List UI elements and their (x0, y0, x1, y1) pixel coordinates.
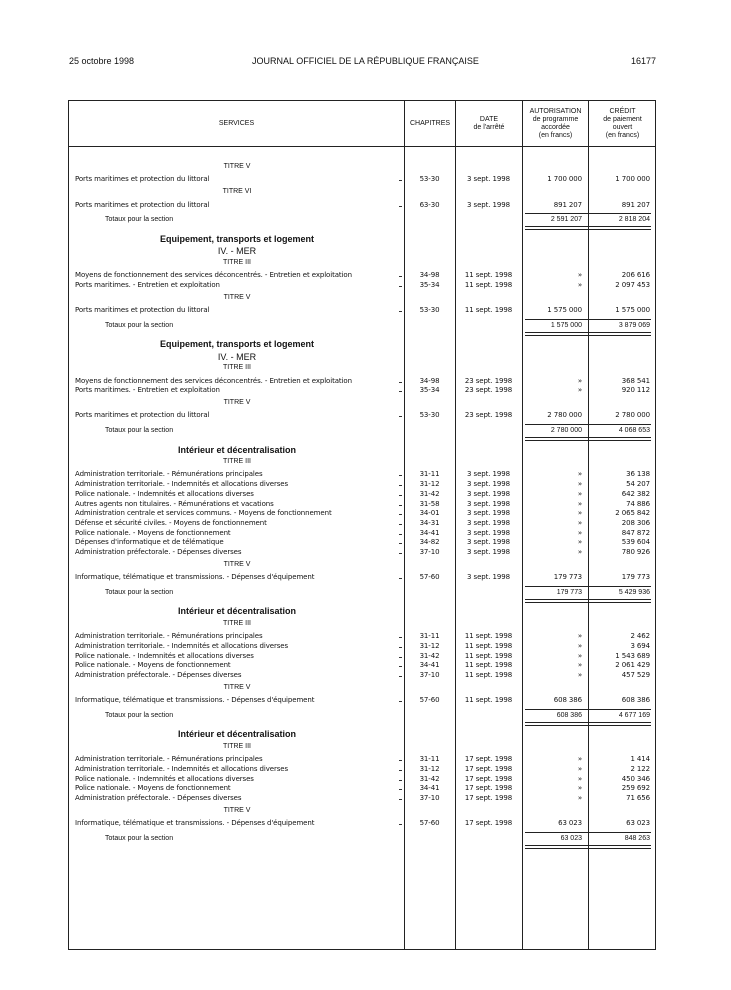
total-autorisation: 179 773 (556, 588, 582, 596)
service-label: Administration centrale et services communs. - Moyens de fonctionnement (75, 509, 332, 518)
service-label: Police nationale. - Indemnités et allocations diverses (75, 774, 254, 783)
leader-dots (399, 780, 401, 781)
total-autorisation: 2 780 000 (550, 427, 582, 434)
total-row (69, 833, 655, 845)
table-row (69, 376, 655, 386)
leader-dots (399, 475, 401, 476)
leader-dots (399, 514, 401, 515)
credit-cell: 457 529 (621, 671, 650, 679)
autorisation-cell: 179 773 (553, 573, 582, 582)
page-date: 25 octobre 1998 (69, 56, 135, 66)
table-row (69, 793, 655, 803)
chapitre-cell: 31-12 (419, 480, 440, 489)
leader-dots (399, 666, 401, 667)
service-label: Administration territoriale. - Rémunérations principales (75, 470, 263, 479)
section-heading: IV. - MER (217, 351, 257, 362)
total-double-rule (525, 722, 651, 726)
leader-dots (399, 311, 401, 312)
total-row (69, 710, 655, 722)
date-cell: 11 sept. 1998 (464, 661, 513, 670)
credit-cell: 847 872 (621, 528, 650, 537)
leader-dots (399, 495, 401, 496)
table-row (69, 695, 655, 705)
titre-heading: TITRE VI (222, 188, 252, 196)
date-cell: 23 sept. 1998 (464, 386, 513, 395)
table-row (69, 174, 655, 184)
total-credit: 5 429 936 (618, 588, 650, 596)
leader-dots (399, 524, 401, 525)
date-cell: 3 sept. 1998 (467, 499, 510, 508)
autorisation-cell: 608 386 (553, 696, 582, 705)
leader-dots (399, 286, 401, 287)
leader-dots (399, 770, 401, 771)
autorisation-cell: » (577, 470, 582, 479)
date-cell: 3 sept. 1998 (467, 509, 510, 518)
service-label: Police nationale. - Indemnités et allocations diverses (75, 651, 254, 660)
chapitre-cell: 34-82 (419, 538, 440, 547)
autorisation-cell: » (577, 764, 582, 773)
autorisation-cell: » (577, 499, 582, 508)
titre-heading: TITRE V (223, 398, 251, 406)
service-label: Autres agents non titulaires. - Rémunérations et vacations (75, 499, 274, 508)
titre-heading: TITRE V (223, 560, 251, 568)
col-header-autorisation: AUTORISATION de programme accordée (en francs) (529, 107, 582, 139)
autorisation-cell: 63 023 (558, 819, 582, 828)
chapitre-cell: 57-60 (419, 819, 440, 828)
ministry-heading: Equipement, transports et logement (159, 233, 315, 244)
credit-cell: 2 065 842 (615, 509, 650, 518)
chapitre-cell: 34-01 (419, 509, 440, 518)
table-row (69, 385, 655, 395)
titre-heading: TITRE III (223, 364, 251, 372)
section-heading: IV. - MER (217, 246, 257, 257)
leader-dots (399, 676, 401, 677)
service-label: Informatique, télématique et transmissions. - Dépenses d'équipement (75, 819, 315, 828)
autorisation-cell: » (577, 651, 582, 660)
credit-cell: 780 926 (621, 548, 650, 556)
leader-dots (399, 382, 401, 383)
credit-cell: 36 138 (626, 470, 650, 479)
table-row (69, 754, 655, 764)
date-cell: 11 sept. 1998 (464, 696, 513, 705)
date-cell: 17 sept. 1998 (464, 764, 513, 773)
leader-dots (399, 416, 401, 417)
date-cell: 11 sept. 1998 (464, 305, 513, 314)
autorisation-cell: » (577, 376, 582, 385)
credit-cell: 368 541 (621, 376, 650, 385)
date-cell: 3 sept. 1998 (467, 489, 510, 498)
table-row (69, 479, 655, 489)
chapitre-cell: 34-98 (419, 376, 440, 385)
chapitre-cell: 34-98 (419, 271, 440, 280)
credit-cell: 2 780 000 (615, 411, 650, 420)
credits-table (68, 100, 656, 950)
autorisation-cell: » (577, 661, 582, 670)
leader-dots (399, 485, 401, 486)
credit-cell: 2 462 (630, 632, 650, 641)
date-cell: 3 sept. 1998 (467, 200, 510, 209)
table-row (69, 670, 655, 680)
chapitre-cell: 53-30 (419, 305, 440, 314)
table-row (69, 631, 655, 641)
col-header-credit: CRÉDIT de paiement ouvert (en francs) (603, 107, 642, 139)
date-cell: 3 sept. 1998 (467, 175, 510, 184)
table-row (69, 783, 655, 793)
date-cell: 3 sept. 1998 (467, 528, 510, 537)
chapitre-cell: 37-10 (419, 794, 440, 802)
leader-dots (399, 760, 401, 761)
service-label: Défense et sécurité civiles. - Moyens de fonctionnement (75, 518, 267, 527)
ministry-heading: Intérieur et décentralisation (177, 444, 297, 455)
autorisation-cell: » (577, 518, 582, 527)
total-credit: 4 068 653 (618, 427, 650, 434)
col-header-chapitres: CHAPITRES (409, 119, 451, 127)
date-cell: 11 sept. 1998 (464, 671, 513, 679)
date-cell: 11 sept. 1998 (464, 632, 513, 641)
date-cell: 3 sept. 1998 (467, 518, 510, 527)
table-row (69, 410, 655, 420)
total-row (69, 214, 655, 226)
service-label: Informatique, télématique et transmissions. - Dépenses d'équipement (75, 696, 315, 705)
credit-cell: 920 112 (621, 386, 650, 395)
leader-dots (399, 553, 401, 554)
service-label: Moyens de fonctionnement des services déconcentrés. - Entretien et exploitation (75, 271, 352, 280)
autorisation-cell: » (577, 671, 582, 679)
chapitre-cell: 37-10 (419, 548, 440, 556)
leader-dots (399, 799, 401, 800)
credit-cell: 71 656 (626, 794, 650, 802)
chapitre-cell: 31-11 (419, 632, 440, 641)
service-label: Ports maritimes et protection du littoral (75, 305, 210, 314)
service-label: Ports maritimes et protection du littoral (75, 200, 210, 209)
autorisation-cell: » (577, 489, 582, 498)
table-row (69, 200, 655, 210)
chapitre-cell: 31-42 (419, 651, 440, 660)
chapitre-cell: 31-12 (419, 641, 440, 650)
credit-cell: 74 886 (626, 499, 650, 508)
total-label: Totaux pour la section (105, 711, 174, 719)
leader-dots (399, 789, 401, 790)
autorisation-cell: 1 700 000 (547, 175, 582, 184)
autorisation-cell: » (577, 632, 582, 641)
total-autorisation: 608 386 (556, 711, 582, 719)
table-row (69, 547, 655, 557)
total-double-rule (525, 599, 651, 603)
autorisation-cell: 2 780 000 (547, 411, 582, 420)
table-row (69, 651, 655, 661)
chapitre-cell: 57-60 (419, 696, 440, 705)
chapitre-cell: 57-60 (419, 573, 440, 582)
autorisation-cell: » (577, 641, 582, 650)
total-rule (525, 709, 651, 710)
chapitre-cell: 31-58 (419, 499, 440, 508)
total-credit: 848 263 (624, 834, 650, 842)
credit-cell: 208 306 (621, 518, 650, 527)
leader-dots (399, 701, 401, 702)
autorisation-cell: » (577, 538, 582, 547)
titre-heading: TITRE III (223, 458, 251, 465)
date-cell: 3 sept. 1998 (467, 548, 510, 556)
credit-cell: 2 122 (630, 764, 650, 773)
titre-heading: TITRE V (223, 293, 251, 301)
leader-dots (399, 276, 401, 277)
total-label: Totaux pour la section (105, 588, 174, 596)
service-label: Ports maritimes et protection du littoral (75, 175, 210, 184)
autorisation-cell: » (577, 528, 582, 537)
service-label: Informatique, télématique et transmissions. - Dépenses d'équipement (75, 573, 315, 582)
credit-cell: 2 061 429 (615, 661, 650, 670)
date-cell: 23 sept. 1998 (464, 376, 513, 385)
total-double-rule (525, 332, 651, 336)
total-rule (525, 832, 651, 833)
autorisation-cell: » (577, 794, 582, 802)
service-label: Administration territoriale. - Rémunérations principales (75, 755, 263, 764)
chapitre-cell: 34-41 (419, 661, 440, 670)
total-label: Totaux pour la section (105, 216, 174, 224)
leader-dots (399, 505, 401, 506)
chapitre-cell: 34-31 (419, 518, 440, 527)
leader-dots (399, 578, 401, 579)
total-rule (525, 213, 651, 214)
credit-cell: 1 543 689 (615, 651, 650, 660)
titre-heading: TITRE V (223, 683, 251, 691)
service-label: Administration territoriale. - Indemnités et allocations diverses (75, 764, 289, 773)
credit-cell: 259 692 (621, 784, 650, 793)
table-row (69, 572, 655, 582)
chapitre-cell: 35-34 (419, 386, 440, 395)
date-cell: 17 sept. 1998 (464, 774, 513, 783)
service-label: Administration préfectorale. - Dépenses diverses (75, 794, 242, 802)
ministry-heading: Intérieur et décentralisation (177, 606, 297, 617)
date-cell: 17 sept. 1998 (464, 755, 513, 764)
leader-dots (399, 206, 401, 207)
table-row (69, 774, 655, 784)
date-cell: 3 sept. 1998 (467, 573, 510, 582)
date-cell: 11 sept. 1998 (464, 280, 513, 289)
total-autorisation: 63 023 (560, 834, 582, 842)
credit-cell: 891 207 (621, 200, 650, 209)
chapitre-cell: 63-30 (419, 200, 440, 209)
table-row (69, 489, 655, 499)
autorisation-cell: » (577, 784, 582, 793)
page-number: 16177 (630, 56, 656, 66)
total-credit: 2 818 204 (618, 216, 650, 224)
titre-heading: TITRE III (223, 742, 251, 750)
chapitre-cell: 31-42 (419, 489, 440, 498)
total-rule (525, 319, 651, 320)
autorisation-cell: 891 207 (553, 200, 582, 209)
titre-heading: TITRE V (223, 163, 251, 170)
total-row (69, 587, 655, 599)
credit-cell: 1 575 000 (615, 305, 650, 314)
table-row (69, 537, 655, 547)
titre-heading: TITRE V (223, 806, 251, 814)
total-credit: 3 879 069 (618, 321, 650, 329)
service-label: Administration territoriale. - Rémunérations principales (75, 632, 263, 641)
table-row (69, 280, 655, 290)
service-label: Administration territoriale. - Indemnités et allocations diverses (75, 480, 289, 489)
service-label: Police nationale. - Moyens de fonctionnement (75, 784, 231, 793)
credit-cell: 3 694 (630, 641, 650, 650)
date-cell: 11 sept. 1998 (464, 651, 513, 660)
chapitre-cell: 35-34 (419, 280, 440, 289)
autorisation-cell: » (577, 755, 582, 764)
credit-cell: 206 616 (621, 271, 650, 280)
date-cell: 23 sept. 1998 (464, 411, 513, 420)
credit-cell: 63 023 (626, 819, 650, 828)
service-label: Police nationale. - Moyens de fonctionnement (75, 528, 231, 537)
service-label: Administration préfectorale. - Dépenses diverses (75, 671, 242, 679)
date-cell: 17 sept. 1998 (464, 794, 513, 802)
autorisation-cell: » (577, 271, 582, 280)
total-rule (525, 424, 651, 425)
autorisation-cell: » (577, 548, 582, 556)
chapitre-cell: 31-11 (419, 470, 440, 479)
credit-cell: 608 386 (621, 696, 650, 705)
service-label: Ports maritimes. - Entretien et exploitation (75, 386, 220, 395)
credit-cell: 539 604 (621, 538, 650, 547)
total-double-rule (525, 437, 651, 441)
col-header-date: DATE de l'arrêté (473, 115, 505, 131)
titre-heading: TITRE III (223, 258, 251, 266)
leader-dots (399, 637, 401, 638)
chapitre-cell: 53-30 (419, 175, 440, 184)
total-label: Totaux pour la section (105, 321, 174, 329)
date-cell: 3 sept. 1998 (467, 470, 510, 479)
total-credit: 4 677 169 (618, 711, 650, 719)
table-row (69, 469, 655, 479)
date-cell: 17 sept. 1998 (464, 819, 513, 828)
credit-cell: 2 097 453 (615, 280, 650, 289)
service-label: Ports maritimes. - Entretien et exploitation (75, 280, 220, 289)
leader-dots (399, 543, 401, 544)
credit-cell: 1 700 000 (615, 175, 650, 184)
service-label: Ports maritimes et protection du littoral (75, 411, 210, 420)
credit-cell: 450 346 (621, 774, 650, 783)
chapitre-cell: 34-41 (419, 784, 440, 793)
table-row (69, 270, 655, 280)
journal-title: JOURNAL OFFICIEL DE LA RÉPUBLIQUE FRANÇAISE (252, 56, 479, 66)
autorisation-cell: » (577, 480, 582, 489)
total-row (69, 425, 655, 437)
leader-dots (399, 824, 401, 825)
credit-cell: 179 773 (621, 573, 650, 582)
total-row (69, 320, 655, 332)
service-label: Moyens de fonctionnement des services déconcentrés. - Entretien et exploitation (75, 376, 352, 385)
date-cell: 11 sept. 1998 (464, 641, 513, 650)
ministry-heading: Intérieur et décentralisation (177, 729, 297, 740)
table-row (69, 305, 655, 315)
leader-dots (399, 180, 401, 181)
table-row (69, 660, 655, 670)
total-label: Totaux pour la section (105, 834, 174, 842)
total-double-rule (525, 226, 651, 230)
ministry-heading: Equipement, transports et logement (159, 339, 315, 350)
chapitre-cell: 37-10 (419, 671, 440, 679)
table-row (69, 528, 655, 538)
table-row (69, 818, 655, 828)
table-row (69, 518, 655, 528)
chapitre-cell: 31-42 (419, 774, 440, 783)
total-double-rule (525, 845, 651, 849)
credit-cell: 1 414 (630, 755, 650, 764)
table-row (69, 499, 655, 509)
date-cell: 3 sept. 1998 (467, 480, 510, 489)
total-label: Totaux pour la section (105, 427, 174, 434)
credit-cell: 54 207 (626, 480, 650, 489)
total-rule (525, 586, 651, 587)
chapitre-cell: 53-30 (419, 411, 440, 420)
date-cell: 17 sept. 1998 (464, 784, 513, 793)
chapitre-cell: 31-12 (419, 764, 440, 773)
total-autorisation: 2 591 207 (550, 216, 582, 224)
service-label: Police nationale. - Indemnités et allocations diverses (75, 489, 254, 498)
table-row (69, 764, 655, 774)
date-cell: 11 sept. 1998 (464, 271, 513, 280)
total-autorisation: 1 575 000 (550, 321, 582, 329)
autorisation-cell: » (577, 280, 582, 289)
table-row (69, 508, 655, 518)
titre-heading: TITRE III (223, 619, 251, 627)
table-row (69, 641, 655, 651)
table-header (69, 101, 655, 147)
service-label: Administration préfectorale. - Dépenses diverses (75, 548, 242, 556)
leader-dots (399, 534, 401, 535)
date-cell: 3 sept. 1998 (467, 538, 510, 547)
service-label: Police nationale. - Moyens de fonctionnement (75, 661, 231, 670)
chapitre-cell: 34-41 (419, 528, 440, 537)
service-label: Administration territoriale. - Indemnités et allocations diverses (75, 641, 289, 650)
leader-dots (399, 391, 401, 392)
autorisation-cell: » (577, 774, 582, 783)
leader-dots (399, 657, 401, 658)
autorisation-cell: 1 575 000 (547, 305, 582, 314)
service-label: Dépenses d'informatique et de télématique (75, 538, 224, 547)
credit-cell: 642 382 (621, 489, 650, 498)
col-header-services: SERVICES (218, 119, 255, 127)
leader-dots (399, 647, 401, 648)
chapitre-cell: 31-11 (419, 755, 440, 764)
autorisation-cell: » (577, 509, 582, 518)
autorisation-cell: » (577, 386, 582, 395)
